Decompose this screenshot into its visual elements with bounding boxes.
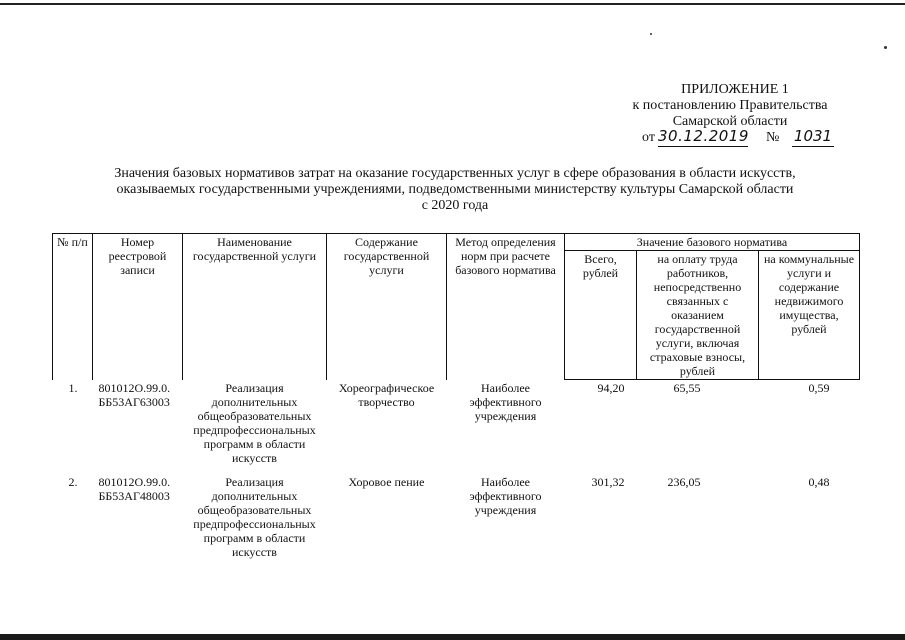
- norms-table: [52, 233, 860, 568]
- row-method: Наиболее эффективного учреждения: [469, 380, 542, 423]
- header-utilities: на коммунальные услуги и содержание недвижимого имущества, рублей: [759, 251, 860, 380]
- row-service-name: Реализация дополнительных общеобразовательных предпрофессиональных программ в области искусств: [193, 475, 316, 559]
- row-service-content: Хореографическое творчество: [338, 380, 435, 409]
- row-total: 94,20: [597, 381, 625, 395]
- header-method: Метод определения норм при расчете базового норматива: [447, 234, 565, 380]
- header-num: № п/п: [53, 234, 93, 380]
- from-label: от: [642, 130, 655, 145]
- decree-date-number: [642, 127, 842, 150]
- document-title-line-2: оказываемых государственными учреждениями, подведомственными министерству культуры Самарской области: [116, 182, 794, 197]
- header-labor: на оплату труда работников, непосредственно связанных с оказанием государственной услуги, включая страховые взносы, рублей: [637, 251, 759, 380]
- scan-edge-top: [0, 3, 905, 5]
- row-registry: 801012О.99.0. ББ53АГ48003: [98, 475, 171, 503]
- row-method: Наиболее эффективного учреждения: [469, 475, 542, 517]
- header-service-content: Содержание государственной услуги: [327, 234, 447, 380]
- document-title-line-3: с 2020 года: [421, 198, 489, 213]
- decree-date: 30.12.2019: [658, 127, 749, 145]
- row-num: 2.: [68, 475, 78, 489]
- row-utilities: 0,59: [808, 381, 830, 395]
- decree-number: 1031: [793, 127, 833, 145]
- row-total: 301,32: [591, 475, 625, 489]
- row-num: 1.: [68, 380, 78, 395]
- header-total: Всего, рублей: [565, 251, 637, 380]
- header-registry: Номер реестровой записи: [93, 234, 183, 380]
- row-utilities: 0,48: [808, 475, 830, 489]
- row-labor: 236,05: [667, 475, 701, 489]
- row-service-name: Реализация дополнительных общеобразовательных предпрофессиональных программ в области искусств: [193, 380, 316, 465]
- document-title-line-1: Значения базовых нормативов затрат на оказание государственных услуг в сфере образования в области искусств,: [114, 166, 796, 181]
- table-row: [53, 380, 860, 475]
- row-labor: 65,55: [673, 381, 701, 395]
- appendix-region-line: Самарской области: [672, 114, 788, 129]
- appendix-decree-line: к постановлению Правительства: [632, 98, 828, 113]
- scan-edge-bottom: [0, 634, 905, 640]
- number-label: №: [766, 130, 780, 145]
- row-registry: 801012О.99.0. ББ53АГ63003: [98, 380, 171, 409]
- row-service-content: Хоровое пение: [348, 475, 425, 489]
- header-service-name: Наименование государственной услуги: [183, 234, 327, 380]
- appendix-title: ПРИЛОЖЕНИЕ 1: [681, 82, 789, 97]
- table-row: [53, 474, 860, 568]
- header-norm-group: Значение базового норматива: [565, 234, 860, 251]
- scan-speck: [650, 33, 652, 35]
- scan-speck: [884, 46, 887, 49]
- document-title: [40, 166, 870, 214]
